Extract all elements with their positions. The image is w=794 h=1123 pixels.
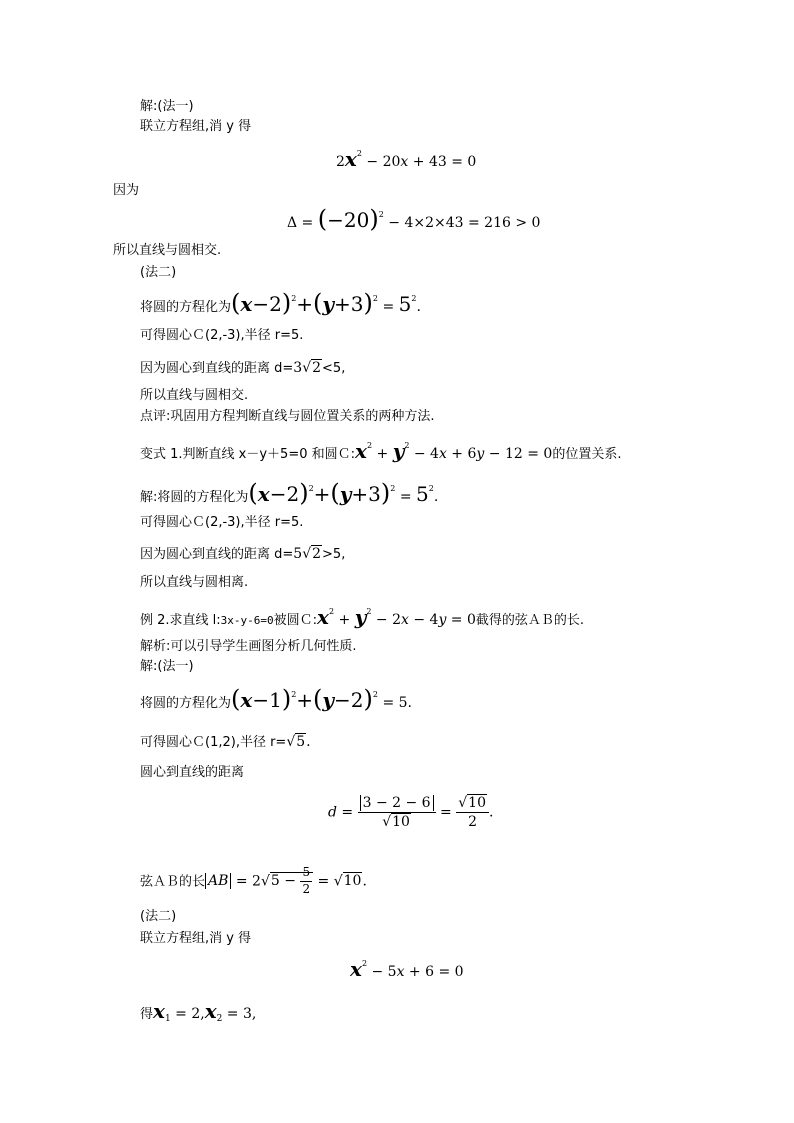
text-line: 可得圆心Ｃ(2,-3),半径 r=5.: [140, 515, 304, 530]
text-line: 因为圆心到直线的距离 d=5√2>5,: [140, 546, 346, 562]
text-line: 因为: [113, 183, 140, 198]
text-line: 所以直线与圆相交.: [140, 388, 249, 403]
text-line: 解:(法一): [140, 659, 194, 674]
text-line: 解:(法一): [140, 99, 194, 114]
text-line: 可得圆心Ｃ(2,-3),半径 r=5.: [140, 328, 304, 343]
text-line: 联立方程组,消 y 得: [140, 119, 252, 134]
text-line: 因为圆心到直线的距离 d=3√2<5,: [140, 360, 346, 376]
text-line: 将圆的方程化为$(x-1)^2+(y-2)^2 = 5$.: [140, 685, 412, 713]
text-line: 可得圆心Ｃ(1,2),半径 r=√5.: [140, 734, 311, 750]
text-line: 所以直线与圆相离.: [140, 575, 249, 590]
text-line: 联立方程组,消 y 得: [140, 931, 252, 946]
text-line: 点评:巩固用方程判断直线与圆位置关系的两种方法.: [140, 409, 435, 424]
text-line: 解:将圆的方程化为$(x-2)^2+(y+3)^2 = 5^2$.: [140, 479, 439, 507]
text-line: (法二): [140, 909, 177, 924]
text-line: 所以直线与圆相交.: [113, 243, 222, 258]
equation: $x^2 - 5x + 6 = 0$: [350, 957, 464, 981]
text-line: 将圆的方程化为$(x-2)^2+(y+3)^2 = 5^2$.: [140, 289, 421, 317]
text-line: 解析:可以引导学生画图分析几何性质.: [140, 639, 357, 654]
text-line: 得$x_1 = 2,x_2 = 3$,: [140, 999, 257, 1024]
text-line: 弦ＡＢ的长 AB = 2√5 − $\frac{5}{2}$ = √10.: [140, 865, 367, 896]
equation: $2x^2 - 20x + 43 = 0$: [336, 147, 477, 171]
text-line: (法二): [140, 265, 177, 280]
equation: d = $\frac{3 - 2 - 6}{√10}$ = $\frac{√10}{2}$ .: [328, 795, 494, 831]
text-line: 例 2.求直线 l:3x-y-6=0被圆$C:x^2 + y^2 - 2x - 4y = 0$截得的弦ＡＢ的长.: [140, 605, 585, 629]
equation: $\Delta = (-20)^2 - 4\times 2\times 43 = 216 > 0$: [287, 205, 541, 233]
text-line: 圆心到直线的距离: [140, 765, 245, 780]
text-line: 变式 1.判断直线 x－y＋5=0 和圆$C:x^2 + y^2 - 4x + 6y - 12 = 0$的位置关系.: [140, 439, 622, 463]
